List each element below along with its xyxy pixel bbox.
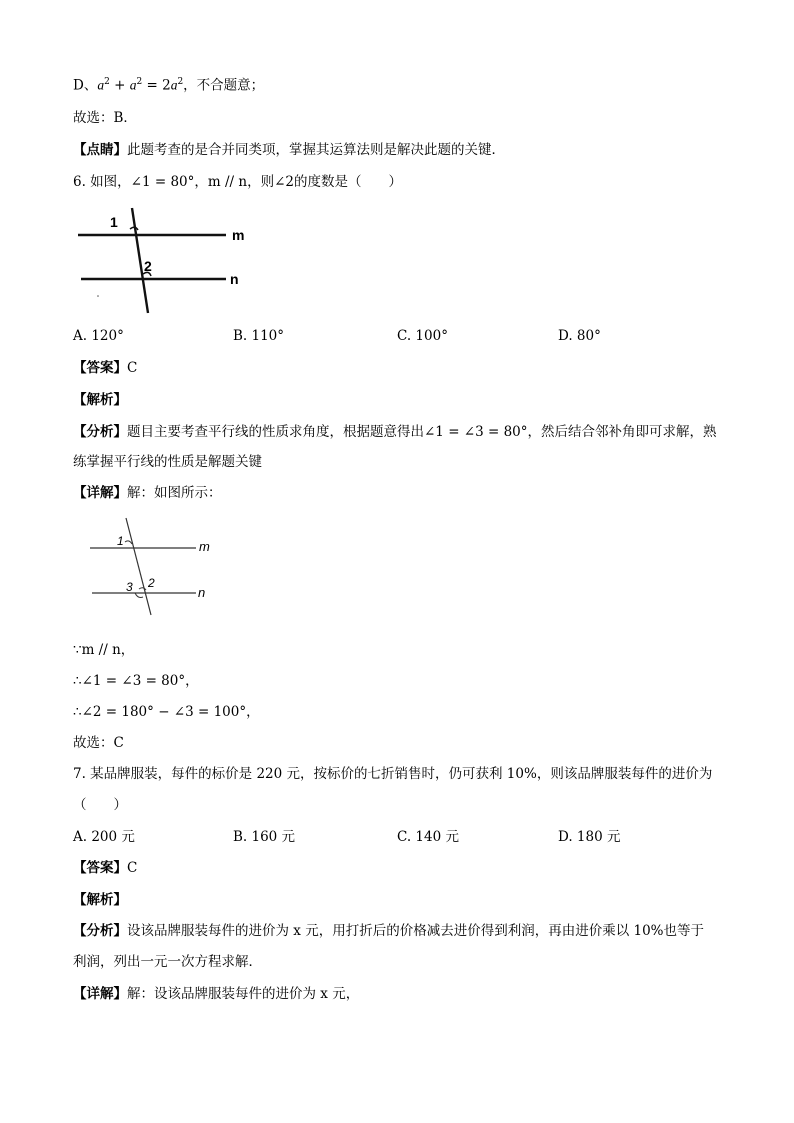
math-a: a (129, 77, 137, 93)
detail-tag: 【详解】 (73, 485, 127, 501)
angle-3-label: 3 (126, 580, 133, 594)
stray-dot (97, 295, 99, 297)
line-m-label: m (232, 227, 245, 243)
line-n-label: n (230, 271, 239, 287)
answer-7-value: C (127, 860, 138, 876)
comment-line (73, 140, 505, 160)
fenxi-tag: 【分析】 (73, 923, 127, 939)
q7-option-c: C. 140 元 (397, 829, 459, 845)
angle-1-arc (125, 541, 132, 544)
angle-3-arc (135, 593, 143, 598)
detail-7-line (73, 984, 359, 1004)
answer-tag: 【答案】 (73, 360, 127, 376)
fenxi-6-line-2: 练掌握平行线的性质是解题关键 (73, 454, 262, 470)
fenxi-6-text-1: 题目主要考查平行线的性质求角度，根据题意得出∠1 = ∠3 = 80°，然后结合邻补角即可求解，熟 (127, 424, 717, 440)
option-d-prefix: D、 (73, 77, 98, 94)
q6-option-d: D. 80° (558, 328, 601, 344)
angle-2-label: 2 (148, 576, 155, 590)
q6-option-a: A. 120° (73, 328, 124, 344)
detail-6-line (73, 483, 222, 503)
q7-option-b: B. 160 元 (233, 829, 296, 845)
math-a: a (170, 77, 178, 93)
analysis-tag-6: 【解析】 (73, 392, 127, 408)
choose-b: 故选：B． (73, 110, 137, 126)
analysis-tag-7: 【解析】 (73, 892, 127, 908)
angle-1-label: 1 (117, 534, 124, 548)
option-d-explanation (73, 72, 264, 96)
figure-2-parallel-lines (88, 515, 223, 620)
question-6: 6. 如图，∠1 = 80°，m // n，则∠2的度数是（ ） (73, 174, 402, 190)
step-3: ∴∠2 = 180° − ∠3 = 100°， (73, 704, 260, 720)
q6-option-b: B. 110° (233, 328, 285, 344)
angle-1-label: 1 (110, 214, 118, 230)
math-exponent: 2 (136, 77, 143, 87)
transversal-line (126, 518, 151, 615)
answer-6-value: C (127, 360, 138, 376)
question-7-line-1: 7. 某品牌服装，每件的标价是 220 元，按标价的七折销售时，仍可获利 10%，则该品牌服装每件的进价为 (73, 766, 713, 782)
math-equals: = 2 (142, 77, 171, 94)
fenxi-tag: 【分析】 (73, 424, 127, 440)
figure-1-parallel-lines (78, 203, 258, 318)
detail-6-text: 解：如图所示： (127, 485, 222, 501)
detail-tag: 【详解】 (73, 986, 127, 1002)
fenxi-7-text-1: 设该品牌服装每件的进价为 x 元，用打折后的价格减去进价得到利润，再由进价乘以 10%也等于 (127, 923, 704, 939)
math-exponent: 2 (177, 77, 184, 87)
answer-7-line (73, 858, 137, 878)
line-n-label: n (198, 585, 206, 600)
comment-tag: 【点睛】 (73, 142, 127, 158)
fenxi-7-line-2: 利润，列出一元一次方程求解． (73, 954, 262, 970)
comment-text: 此题考查的是合并同类项，掌握其运算法则是解决此题的关键． (127, 142, 505, 158)
angle-2-label: 2 (144, 258, 152, 274)
math-exponent: 2 (104, 77, 110, 87)
answer-tag: 【答案】 (73, 860, 127, 876)
q6-option-c: C. 100° (397, 328, 448, 344)
question-7-line-2: （ ） (73, 797, 127, 813)
choose-c-6: 故选：C (73, 735, 124, 751)
q7-option-a: A. 200 元 (73, 829, 135, 845)
line-m-label: m (199, 539, 210, 554)
q7-option-d: D. 180 元 (558, 829, 621, 845)
step-2: ∴∠1 = ∠3 = 80°， (73, 673, 199, 689)
math-a: a (97, 77, 105, 93)
fenxi-6-line-1 (73, 422, 717, 442)
option-d-suffix: ，不合题意； (183, 77, 265, 94)
answer-6-line (73, 358, 137, 378)
math-plus: + (109, 77, 130, 94)
detail-7-text: 解：设该品牌服装每件的进价为 x 元， (127, 986, 360, 1002)
step-1: ∵m // n， (73, 642, 135, 658)
fenxi-7-line-1 (73, 921, 704, 941)
